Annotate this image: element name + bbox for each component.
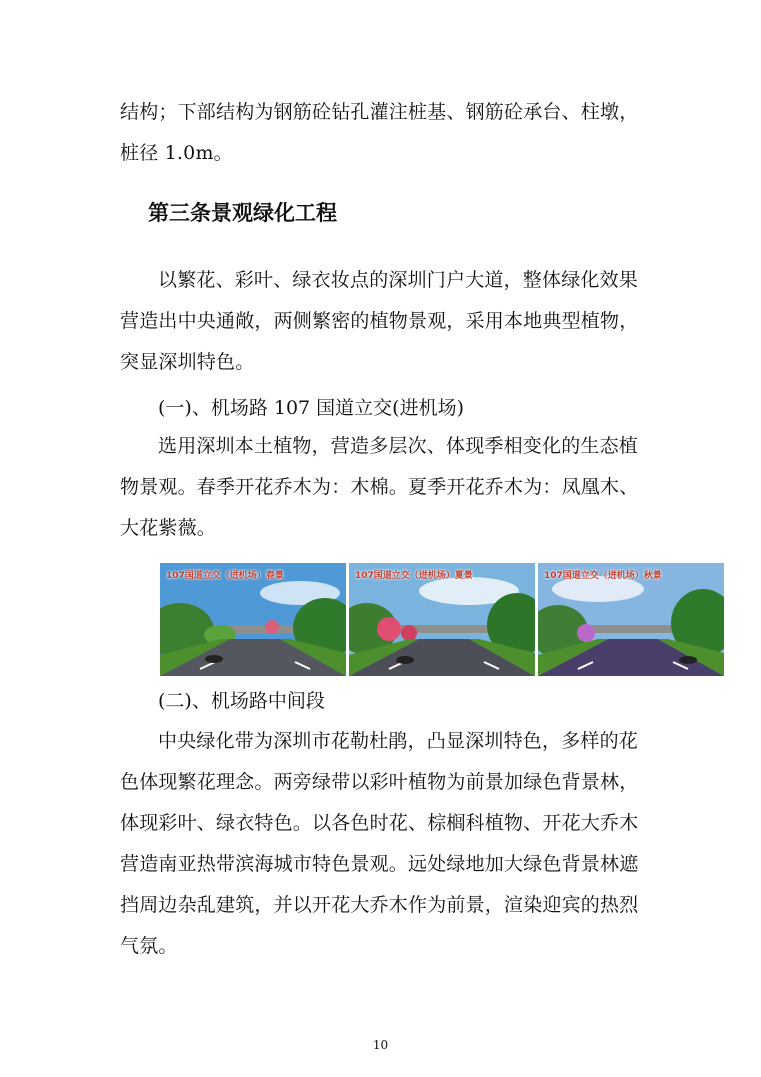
autumn-rendering-image	[538, 563, 724, 676]
text-line: 大花紫薇。	[120, 517, 217, 539]
image-caption: 107国道立交（进机场）夏景	[355, 571, 473, 581]
paragraph-intro	[120, 260, 640, 383]
text-line: 中央绿化带为深圳市花勒杜鹃，凸显深圳特色，多样的花	[158, 730, 639, 752]
section-heading: 第三条景观绿化工程	[148, 201, 337, 225]
text-line: 选用深圳本土植物，营造多层次、体现季相变化的生态植	[158, 435, 639, 457]
flowering-tree	[577, 624, 595, 642]
subsection-2-title: (二)、机场路中间段	[158, 690, 325, 712]
text-line: 桩径 1.0m。	[120, 142, 233, 164]
page-number: 10	[372, 1038, 389, 1052]
paragraph-subsection-1	[120, 426, 640, 549]
text-line: 结构；下部结构为钢筋砼钻孔灌注桩基、钢筋砼承台、柱墩，	[120, 101, 639, 123]
spring-rendering-image	[160, 563, 346, 676]
paragraph-subsection-2	[120, 721, 640, 967]
image-caption: 107国道立交（进机场）春景	[166, 571, 284, 581]
text-line: 以繁花、彩叶、绿衣妆点的深圳门户大道，整体绿化效果	[158, 269, 639, 291]
flowering-tree	[265, 620, 279, 634]
text-line: 色体现繁花理念。两旁绿带以彩叶植物为前景加绿色背景林，	[120, 771, 639, 793]
flowering-tree	[377, 617, 401, 641]
text-line: 气氛。	[120, 935, 178, 957]
season-image-strip	[160, 563, 725, 676]
text-line: 营造南亚热带滨海城市特色景观。远处绿地加大绿色背景林遮	[120, 853, 639, 875]
subsection-1-title: (一)、机场路 107 国道立交(进机场)	[158, 397, 464, 419]
text-line: 突显深圳特色。	[120, 351, 255, 373]
text-line: 挡周边杂乱建筑，并以开花大乔木作为前景，渲染迎宾的热烈	[120, 894, 639, 916]
text-line: 营造出中央通敞，两侧繁密的植物景观，采用本地典型植物，	[120, 310, 639, 332]
image-caption: 107国道立交（进机场）秋景	[544, 571, 662, 581]
text-line: 体现彩叶、绿衣特色。以各色时花、棕榈科植物、开花大乔木	[120, 812, 639, 834]
text-line: 物景观。春季开花乔木为：木棉。夏季开花乔木为：凤凰木、	[120, 476, 639, 498]
paragraph-structure	[120, 92, 640, 174]
summer-rendering-image	[349, 563, 535, 676]
